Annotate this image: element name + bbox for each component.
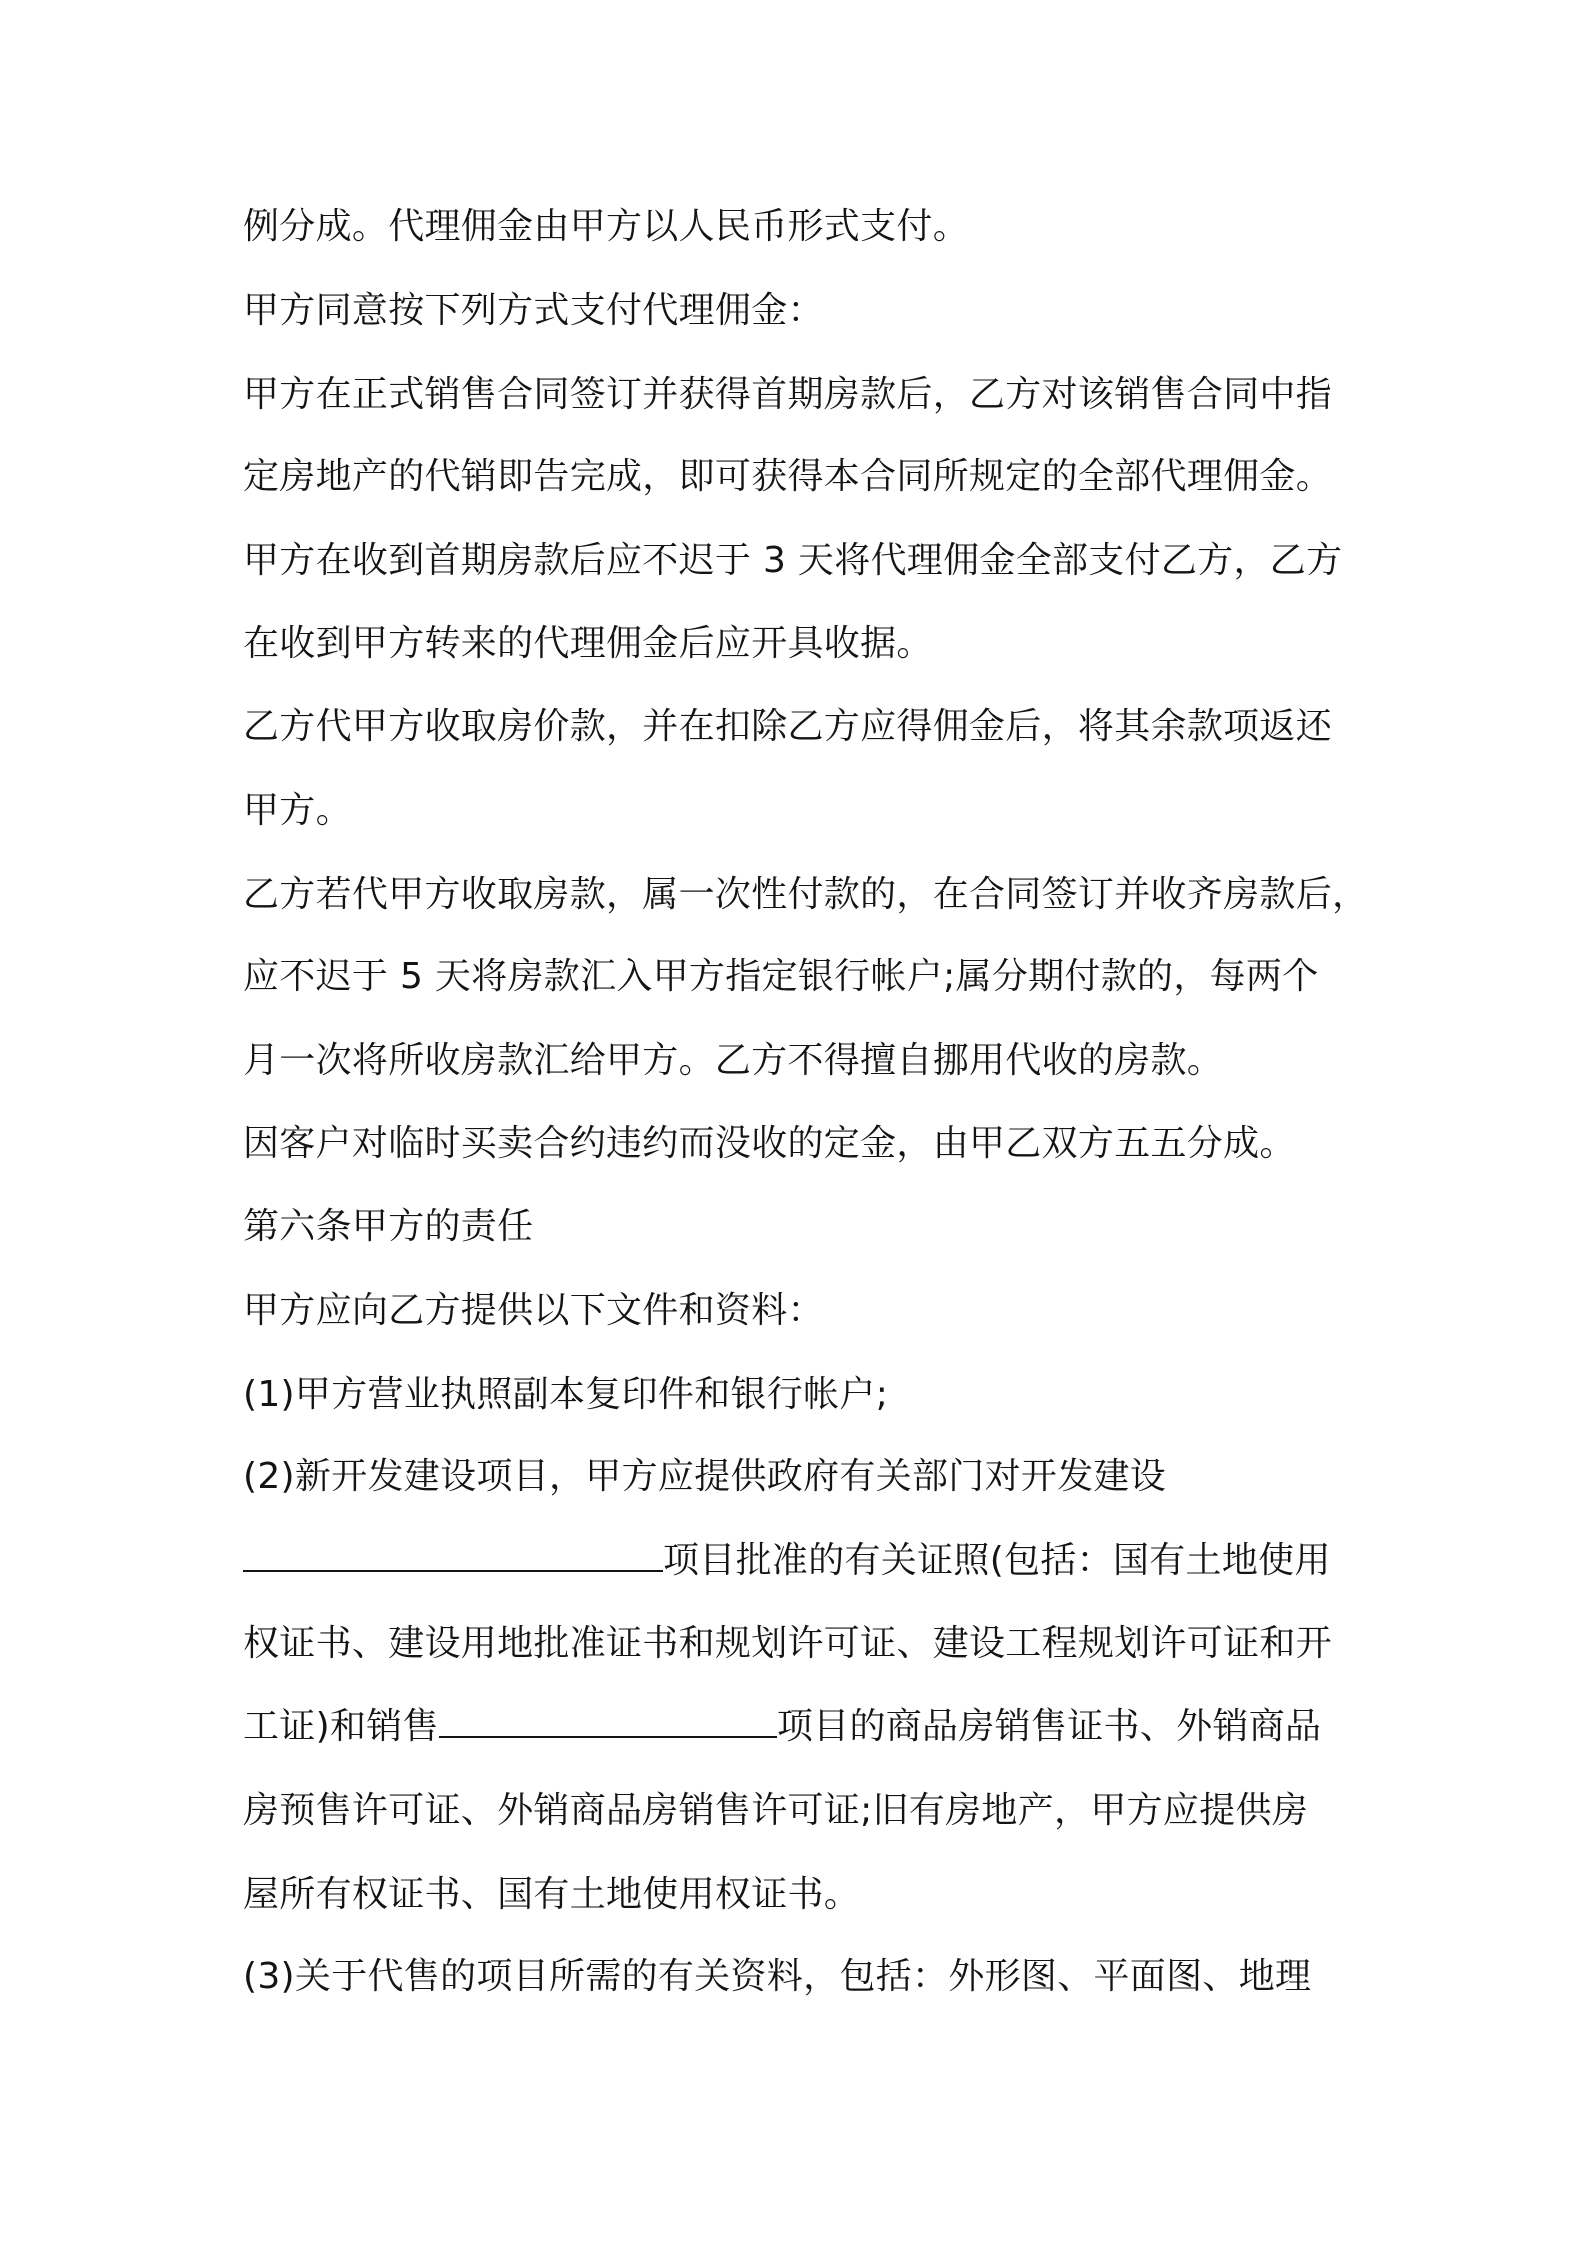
- text-segment: 项目批准的有关证照(包括：国有土地使用: [663, 1540, 1331, 1581]
- text-line: 权证书、建设用地批准证书和规划许可证、建设工程规划许可证和开: [243, 1623, 1333, 1664]
- text-line: 房预售许可证、外销商品房销售许可证;旧有房地产，甲方应提供房: [243, 1790, 1309, 1831]
- section-heading: 第六条甲方的责任: [243, 1206, 534, 1247]
- list-item: (2)新开发建设项目，甲方应提供政府有关部门对开发建设: [243, 1456, 1167, 1497]
- text-line: 乙方若代甲方收取房款，属一次性付款的，在合同签订并收齐房款后，: [243, 874, 1369, 915]
- text-line: 甲方在正式销售合同签订并获得首期房款后，乙方对该销售合同中指: [243, 374, 1333, 415]
- text-line: 乙方代甲方收取房价款，并在扣除乙方应得佣金后，将其余款项返还: [243, 706, 1333, 747]
- text-line-with-blank: [243, 1536, 1363, 1586]
- text-line: 甲方在收到首期房款后应不迟于 3 天将代理佣金全部支付乙方，乙方: [243, 540, 1343, 581]
- text-line: 定房地产的代销即告完成，即可获得本合同所规定的全部代理佣金。: [243, 456, 1333, 497]
- text-line: 月一次将所收房款汇给甲方。乙方不得擅自挪用代收的房款。: [243, 1040, 1224, 1081]
- text-line: 因客户对临时买卖合约违约而没收的定金，由甲乙双方五五分成。: [243, 1123, 1296, 1164]
- fill-in-blank: [439, 1706, 777, 1738]
- text-segment: 工证)和销售: [243, 1706, 439, 1747]
- text-line: 甲方应向乙方提供以下文件和资料：: [243, 1290, 824, 1331]
- fill-in-blank: [243, 1540, 663, 1572]
- text-line: 在收到甲方转来的代理佣金后应开具收据。: [243, 623, 933, 664]
- text-line: 应不迟于 5 天将房款汇入甲方指定银行帐户;属分期付款的，每两个: [243, 956, 1319, 997]
- text-line: 甲方。: [243, 790, 352, 831]
- text-line-with-blank: [243, 1702, 1363, 1752]
- text-line: 甲方同意按下列方式支付代理佣金：: [243, 290, 824, 331]
- text-segment: 项目的商品房销售证书、外销商品: [776, 1706, 1322, 1747]
- list-item: (1)甲方营业执照副本复印件和银行帐户;: [243, 1374, 889, 1415]
- text-line: 屋所有权证书、国有土地使用权证书。: [243, 1874, 861, 1915]
- list-item: (3)关于代售的项目所需的有关资料，包括：外形图、平面图、地理: [243, 1956, 1312, 1997]
- text-line: 例分成。代理佣金由甲方以人民币形式支付。: [243, 206, 970, 247]
